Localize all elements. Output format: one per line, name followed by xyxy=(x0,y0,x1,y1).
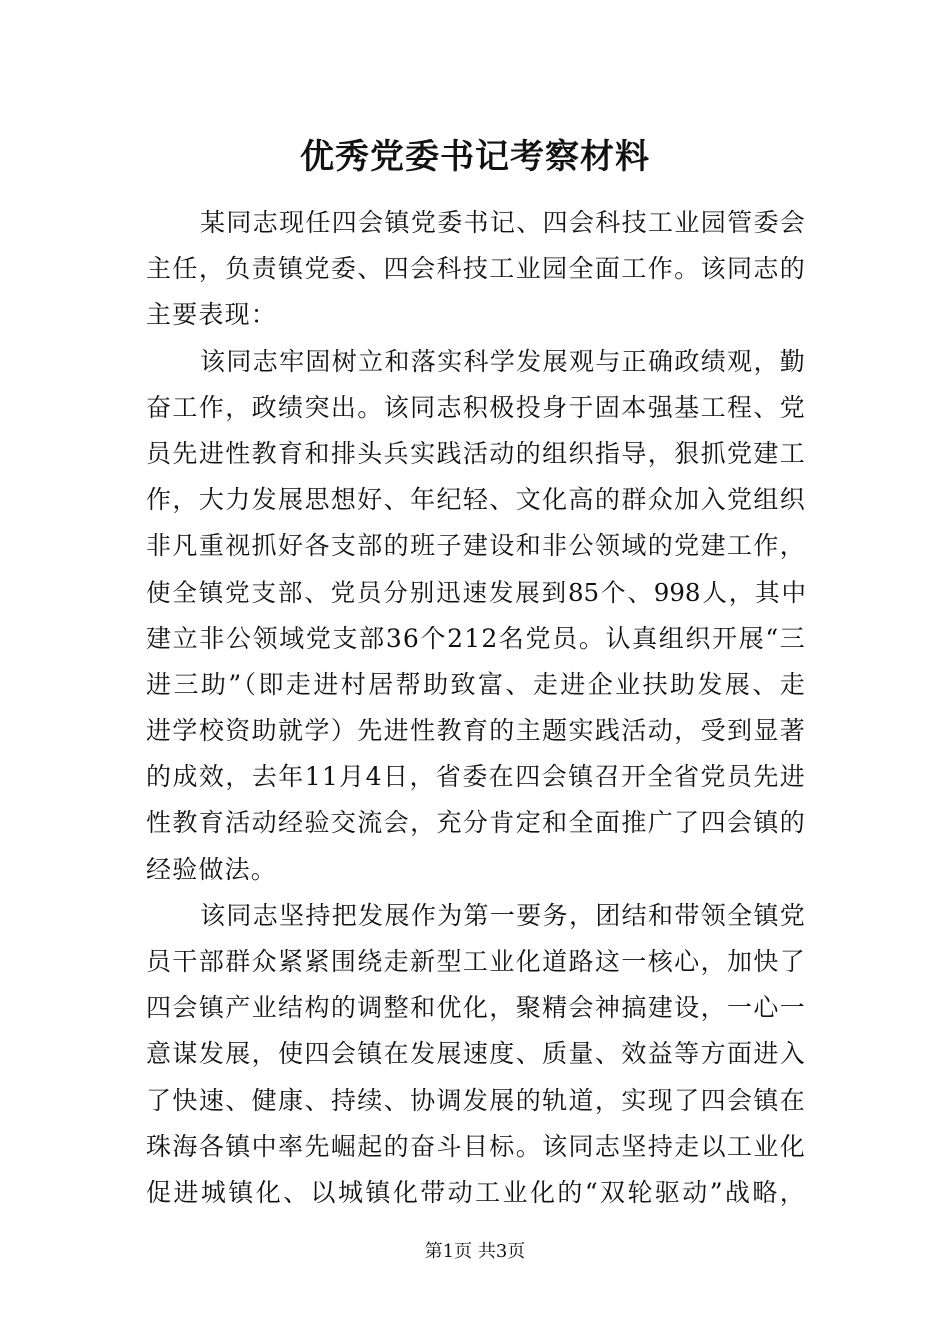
body-line: 珠海各镇中率先崛起的奋斗目标。该同志坚持走以工业化 xyxy=(146,1131,806,1161)
document-body xyxy=(146,200,806,1216)
body-line: 该同志牢固树立和落实科学发展观与正确政绩观，勤 xyxy=(200,346,806,376)
body-line: 经验做法。 xyxy=(146,854,278,884)
body-line: 员先进性教育和排头兵实践活动的组织指导，狠抓党建工 xyxy=(146,438,806,468)
body-line: 使全镇党支部、党员分别迅速发展到85个、998人，其中 xyxy=(146,577,806,607)
body-line: 奋工作，政绩突出。该同志积极投身于固本强基工程、党 xyxy=(146,392,806,422)
body-line: 非凡重视抓好各支部的班子建设和非公领域的党建工作， xyxy=(146,531,806,561)
body-line: 进三助”（即走进村居帮助致富、走进企业扶助发展、走 xyxy=(146,669,806,699)
body-line: 作，大力发展思想好、年纪轻、文化高的群众加入党组织 xyxy=(146,485,806,515)
body-line: 促进城镇化、以城镇化带动工业化的“双轮驱动”战略， xyxy=(146,1177,806,1207)
page-number: 第1页 共3页 xyxy=(424,1241,526,1262)
body-line: 该同志坚持把发展作为第一要务，团结和带领全镇党 xyxy=(200,900,806,930)
body-line: 员干部群众紧紧围绕走新型工业化道路这一核心，加快了 xyxy=(146,947,806,976)
body-line: 的成效，去年11月4日，省委在四会镇召开全省党员先进 xyxy=(146,762,806,792)
body-line: 主任，负责镇党委、四会科技工业园全面工作。该同志的 xyxy=(146,254,806,284)
body-line: 进学校资助就学）先进性教育的主题实践活动，受到显著 xyxy=(146,716,806,746)
body-line: 建立非公领域党支部36个212名党员。认真组织开展“三 xyxy=(146,623,806,653)
body-line: 主要表现： xyxy=(146,300,278,330)
document-title: 优秀党委书记考察材料 xyxy=(300,137,650,177)
body-line: 性教育活动经验交流会，充分肯定和全面推广了四会镇的 xyxy=(146,808,806,838)
body-line: 某同志现任四会镇党委书记、四会科技工业园管委会 xyxy=(200,208,806,237)
body-line: 四会镇产业结构的调整和优化，聚精会神搞建设，一心一 xyxy=(146,993,806,1023)
body-line: 了快速、健康、持续、协调发展的轨道，实现了四会镇在 xyxy=(146,1085,806,1115)
body-line: 意谋发展，使四会镇在发展速度、质量、效益等方面进入 xyxy=(146,1039,806,1069)
